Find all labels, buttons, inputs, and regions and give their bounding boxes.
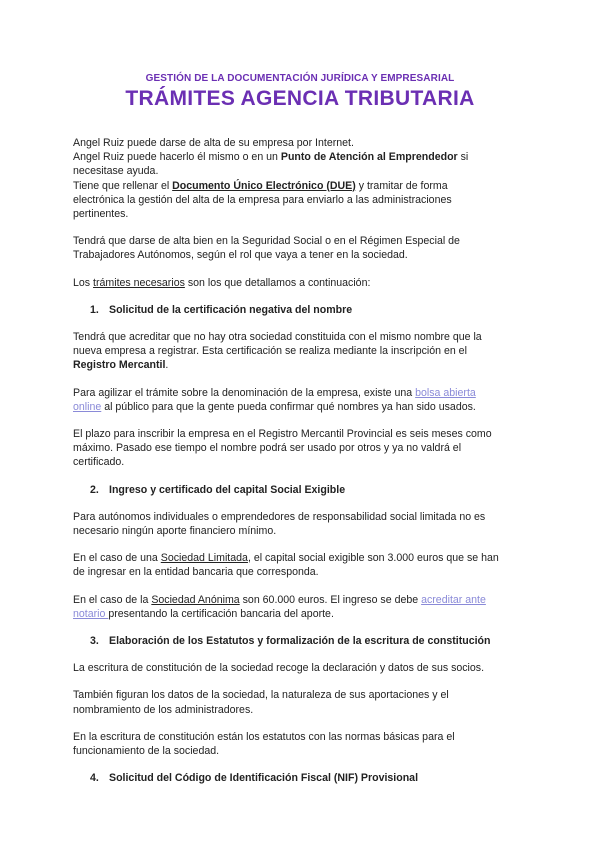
alta-paragraph [73, 234, 530, 262]
section-heading-text: Ingreso y certificado del capital Social Exigible [109, 483, 346, 496]
text-line: En el caso de la [73, 593, 152, 606]
section-number: 1. [90, 303, 99, 316]
s3-paragraph [73, 730, 530, 758]
text-line: nueva empresa a registrar. Esta certificación se realiza mediante la inscripción en el [73, 345, 467, 358]
section-number: 4. [90, 772, 99, 785]
document-title: TRÁMITES AGENCIA TRIBUTARIA [125, 87, 475, 110]
section-number: 3. [90, 635, 99, 648]
section-heading-2 [73, 483, 530, 497]
punto-atencion-label: Punto de Atención al Emprendedor [280, 151, 458, 164]
s2-paragraph [73, 551, 530, 579]
text-line: presentando la certificación bancaria del aporte. [108, 607, 334, 620]
section-heading-text: Solicitud de la certificación negativa del nombre [109, 303, 353, 316]
text-line: Tendrá que darse de alta bien en la Seguridad Social o en el Régimen Especial de [73, 235, 460, 248]
s2-paragraph [73, 510, 530, 538]
registro-mercantil-label: Registro Mercantil [73, 359, 166, 372]
text-line: También figuran los datos de la sociedad, la naturaleza de sus aportaciones y el [73, 689, 449, 702]
bolsa-abierta-link[interactable]: bolsa abierta [415, 386, 476, 399]
section-heading-3 [73, 634, 530, 648]
acreditar-notario-link[interactable]: acreditar ante [421, 593, 486, 606]
intro-line: pertinentes. [73, 208, 129, 221]
section-heading-text: Elaboración de los Estatutos y formalización de la escritura de constitución [109, 635, 491, 648]
text-line: En el caso de una [73, 552, 161, 565]
intro-line: si [457, 151, 469, 164]
intro-line: Angel Ruiz puede hacerlo él mismo o en un [73, 151, 281, 164]
text-line: Para autónomos individuales o emprendedores de responsabilidad social limitada no es [73, 510, 486, 523]
tramites-paragraph [73, 276, 530, 290]
s1-paragraph [73, 427, 530, 470]
text-line: certificado. [73, 456, 125, 469]
section-number: 2. [90, 483, 99, 496]
s3-paragraph [73, 688, 530, 716]
document-body [73, 136, 530, 786]
text-line: Los [73, 276, 94, 289]
text-line: En la escritura de constitución están los estatutos con las normas básicas para el [73, 730, 455, 743]
text-line: Trabajadores Autónomos, según el rol que vaya a tener en la sociedad. [73, 249, 408, 262]
s1-paragraph [73, 330, 530, 373]
text-line: funcionamiento de la sociedad. [73, 745, 220, 758]
text-line: de ingresar en la entidad bancaria que corresponda. [73, 566, 319, 579]
text-line: El plazo para inscribir la empresa en el Registro Mercantil Provincial es seis meses como [73, 428, 492, 441]
intro-line: electrónica la gestión del alta de la empresa para enviarlo a las administraciones [73, 193, 452, 206]
text-line: Tendrá que acreditar que no hay otra sociedad constituida con el mismo nombre que la [73, 331, 482, 344]
section-heading-4 [73, 771, 530, 785]
text-line: , el capital social exigible son 3.000 euros que se han [247, 552, 499, 565]
intro-line: Tiene que rellenar el [73, 179, 173, 192]
intro-line: necesitase ayuda. [73, 165, 159, 178]
text-line: necesario ningún aporte financiero mínimo. [73, 525, 277, 538]
intro-line: y tramitar de forma [355, 179, 448, 192]
intro-line: Angel Ruiz puede darse de alta de su empresa por Internet. [73, 137, 354, 149]
text-line: son 60.000 euros. El ingreso se debe [239, 593, 422, 606]
s1-paragraph [73, 386, 530, 414]
notario-link[interactable]: notario [73, 607, 109, 620]
section-heading-text: Solicitud del Código de Identificación Fiscal (NIF) Provisional [109, 772, 419, 785]
sociedad-anonima-link[interactable]: Sociedad Anónima [151, 593, 240, 606]
text-line: . [165, 359, 169, 372]
section-heading-1 [73, 303, 530, 317]
intro-paragraph [73, 136, 530, 221]
sociedad-limitada-link[interactable]: Sociedad Limitada [160, 552, 248, 565]
text-line: La escritura de constitución de la sociedad recoge la declaración y datos de sus socios. [73, 662, 485, 675]
text-line: al público para que la gente pueda confirmar qué nombres ya han sido usados. [101, 400, 476, 413]
tramites-link[interactable]: trámites necesarios [93, 276, 185, 289]
text-line: nombramiento de los administradores. [73, 703, 254, 716]
s3-paragraph [73, 661, 530, 675]
due-link[interactable]: Documento Único Electrónico (DUE) [172, 179, 356, 192]
online-link[interactable]: online [73, 400, 102, 413]
text-line: máximo. Pasado ese tiempo el nombre podrá ser usado por otros y ya no valdrá el [73, 442, 462, 455]
text-line: son los que detallamos a continuación: [184, 276, 371, 289]
s2-paragraph [73, 593, 530, 621]
document-subtitle: GESTIÓN DE LA DOCUMENTACIÓN JURÍDICA Y EMPRESARIAL [145, 73, 455, 84]
text-line: Para agilizar el trámite sobre la denominación de la empresa, existe una [73, 386, 416, 399]
